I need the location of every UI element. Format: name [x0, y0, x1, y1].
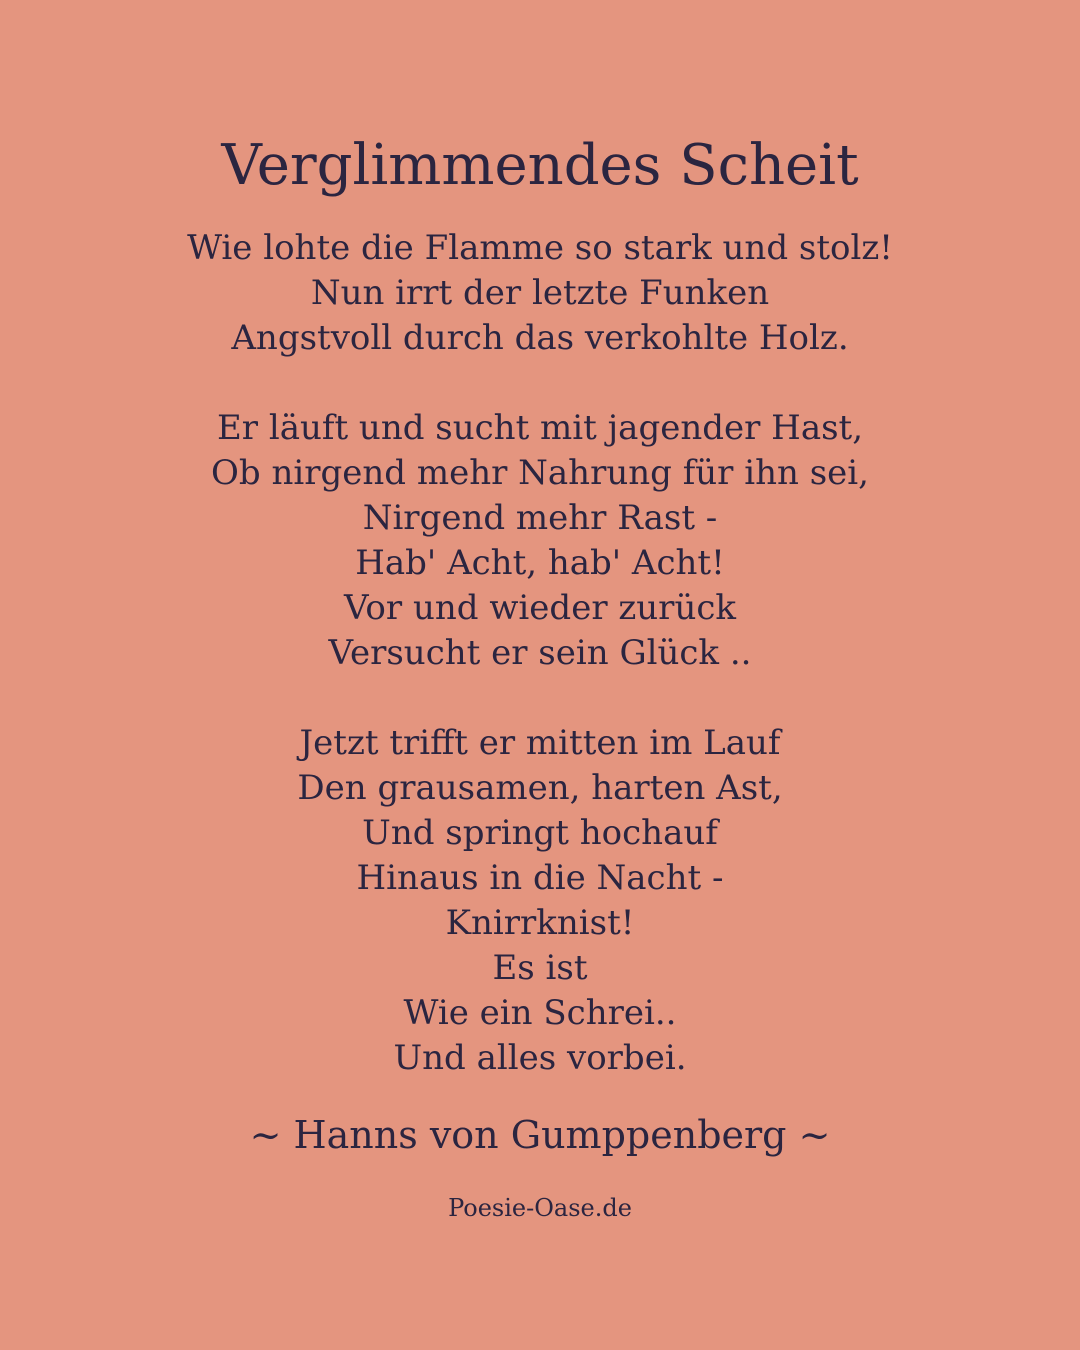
stanza-2: [0, 406, 1080, 676]
poem-line: Und alles vorbei.: [393, 1038, 687, 1078]
poem-line: Nirgend mehr Rast -: [362, 498, 718, 538]
poem-line: Nun irrt der letzte Funken: [310, 273, 770, 313]
poem-line: Wie lohte die Flamme so stark und stolz!: [187, 228, 893, 268]
source-credit: Poesie-Oase.de: [448, 1194, 632, 1222]
poem-author: ~ Hanns von Gumppenberg ~: [249, 1113, 831, 1157]
poem-line: Knirrknist!: [445, 903, 635, 943]
poem-line: Jetzt trifft er mitten im Lauf: [299, 723, 781, 763]
poem-line: Versucht er sein Glück ..: [328, 633, 752, 673]
poem-line: Er läuft und sucht mit jagender Hast,: [216, 408, 864, 448]
poem-line: Hinaus in die Nacht -: [356, 858, 724, 898]
poem-line: Und springt hochauf: [362, 813, 718, 853]
poem-line: Ob nirgend mehr Nahrung für ihn sei,: [211, 453, 869, 493]
poem-title: Verglimmendes Scheit: [221, 133, 859, 198]
stanza-1: [0, 226, 1080, 361]
poem-line: Angstvoll durch das verkohlte Holz.: [231, 318, 849, 358]
poem-line: Hab' Acht, hab' Acht!: [355, 543, 725, 583]
stanza-3: [0, 721, 1080, 1081]
poem-line: Vor und wieder zurück: [344, 588, 736, 628]
poem-line: Wie ein Schrei..: [403, 993, 677, 1033]
poem-line: Den grausamen, harten Ast,: [297, 768, 783, 808]
poem-line: Es ist: [492, 948, 588, 988]
poem-body: [0, 226, 1080, 1081]
